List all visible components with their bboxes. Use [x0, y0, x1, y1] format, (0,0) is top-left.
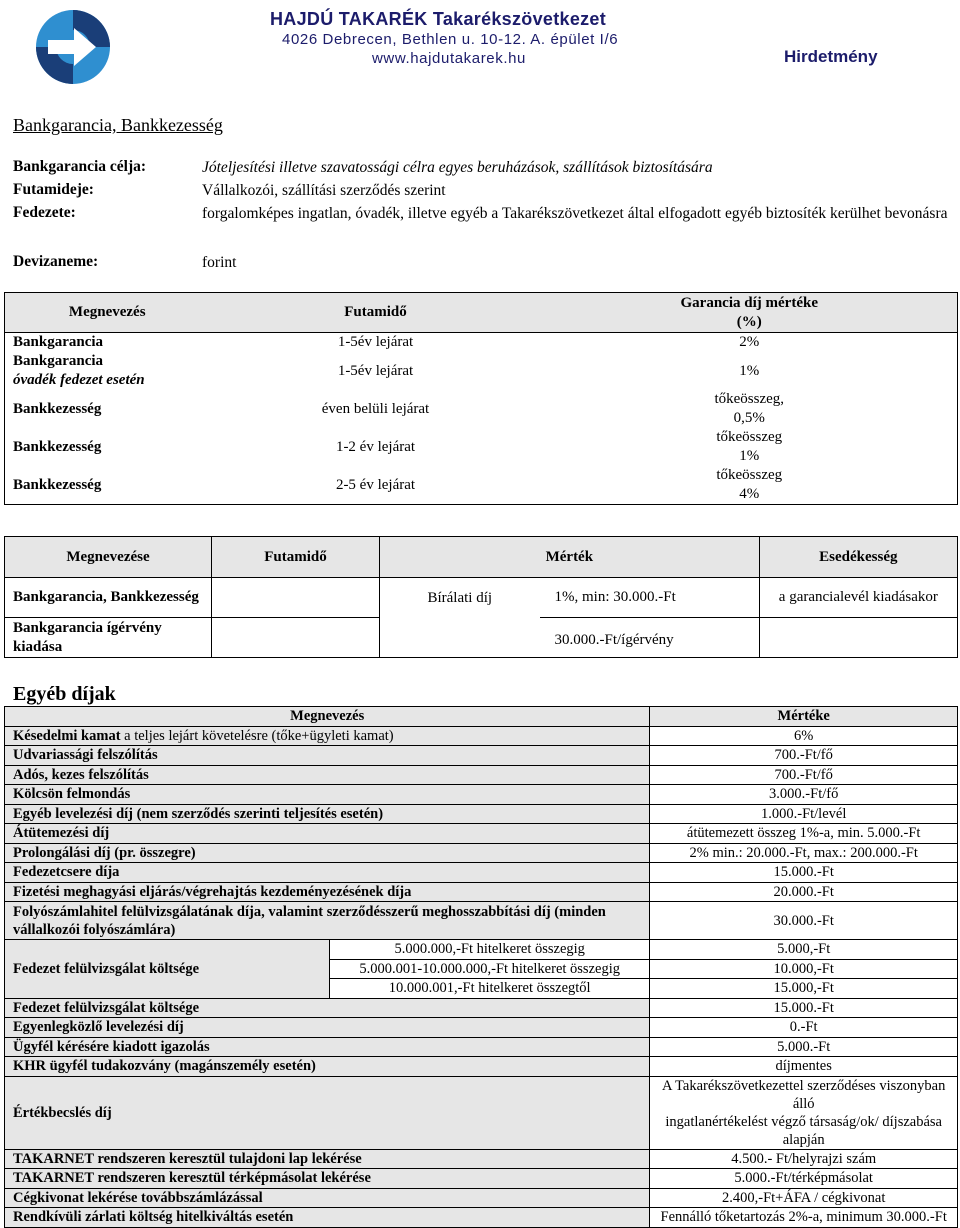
row-fee-rate: 1%	[739, 448, 760, 464]
definition-value: forgalomképes ingatlan, óvadék, illetve egyéb a Takarékszövetkezet által elfogadott egyéb biztosíték kerülhet bevonásra	[202, 205, 948, 222]
row-fee	[542, 428, 958, 466]
row-name: Bankkezesség	[13, 476, 102, 493]
column-header-fee-unit: (%)	[736, 313, 762, 330]
table-row	[5, 1057, 958, 1077]
table-header-row	[5, 707, 958, 727]
row-rate: átütemezett összeg 1%-a, min. 5.000.-Ft	[650, 824, 958, 844]
row-name: Rendkívüli zárlati költség hitelkiváltás esetén	[5, 1208, 650, 1228]
table-row	[5, 428, 958, 466]
table-row	[5, 352, 958, 390]
row-name: Egyenlegközlő levelezési díj	[5, 1018, 650, 1038]
table-row	[5, 1188, 958, 1208]
row-term	[212, 618, 380, 658]
table-row	[5, 785, 958, 805]
row-term	[212, 578, 380, 618]
row-rate: 700.-Ft/fő	[650, 765, 958, 785]
row-name: Kölcsön felmondás	[5, 785, 650, 805]
column-header-due: Esedékesség	[759, 537, 957, 578]
row-name: Prolongálási díj (pr. összegre)	[5, 843, 650, 863]
definition-label: Bankgarancia célja:	[13, 158, 147, 175]
row-fee-basis: tőkeösszeg,	[714, 391, 785, 407]
company-logo	[34, 8, 112, 86]
row-fee-rate: 4%	[739, 486, 760, 502]
row-term: éven belüli lejárat	[321, 400, 430, 417]
row-name: Fizetési meghagyási eljárás/végrehajtás kezdeményezésének díja	[5, 882, 650, 902]
logo-graphic	[34, 8, 112, 86]
row-term: 1-2 év lejárat	[335, 438, 416, 455]
row-rate: 0.-Ft	[650, 1018, 958, 1038]
row-rate: 4.500.- Ft/helyrajzi szám	[650, 1149, 958, 1169]
row-fee: 2%	[739, 334, 760, 350]
row-name: Bankgarancia, Bankkezesség	[5, 578, 212, 618]
table-header-row	[5, 293, 958, 333]
table-row	[5, 765, 958, 785]
table-row	[5, 843, 958, 863]
row-rate: díjmentes	[650, 1057, 958, 1077]
row-name	[5, 726, 650, 746]
row-rate: 1%, min: 30.000.-Ft	[540, 578, 760, 618]
definition-label: Devizaneme:	[13, 253, 99, 270]
table-row	[5, 902, 958, 940]
row-term: 1-5év lejárat	[337, 362, 414, 379]
row-rate: Fennálló tőketartozás 2%-a, minimum 30.000.-Ft	[650, 1208, 958, 1228]
row-name: Bankgarancia	[13, 334, 104, 350]
row-name: KHR ügyfél tudakozvány (magánszemély esetén)	[5, 1057, 650, 1077]
tier-fee: 5.000,-Ft	[650, 940, 958, 960]
row-rate: 6%	[650, 726, 958, 746]
definition-label: Futamideje:	[13, 181, 94, 198]
row-fee	[542, 390, 958, 428]
table-row	[5, 998, 958, 1018]
column-header-name: Megnevezés	[5, 707, 650, 727]
row-fee-basis: tőkeösszeg	[716, 429, 783, 445]
row-term: 1-5év lejárat	[337, 334, 414, 350]
section-title: Bankgarancia, Bankkezesség	[13, 115, 223, 135]
table-row	[5, 804, 958, 824]
row-name: Egyéb levelezési díj (nem szerződés szerinti teljesítés esetén)	[5, 804, 650, 824]
notice-label: Hirdetmény	[784, 47, 878, 66]
row-rate: 20.000.-Ft	[650, 882, 958, 902]
definition-value: Vállalkozói, szállítási szerződés szerint	[202, 182, 446, 199]
row-name: TAKARNET rendszeren keresztül térképmásolat lekérése	[5, 1169, 650, 1189]
row-fee: 1%	[739, 362, 760, 379]
row-name-main: Késedelmi kamat	[13, 727, 121, 744]
row-name: Folyószámlahitel felülvizsgálatának díja, valamint szerződésszerű meghosszabbítási díj (minden vállalkozói folyószámlára)	[5, 902, 650, 940]
row-due: a garancialevél kiadásakor	[759, 578, 957, 618]
row-name: Átütemezési díj	[5, 824, 650, 844]
tier-range: 10.000.001,-Ft hitelkeret összegtől	[330, 979, 650, 999]
definition-label: Fedezete:	[13, 204, 76, 221]
row-rate-line: A Takarékszövetkezettel szerződéses viszonyban álló	[662, 1077, 946, 1112]
definition-value: Jóteljesítési illetve szavatossági célra egyes beruházások, szállítások biztosítására	[202, 159, 713, 176]
column-header-term: Futamidő	[210, 293, 542, 333]
row-name-sub: óvadék fedezet esetén	[13, 372, 145, 388]
row-name	[5, 352, 210, 390]
column-header-term: Futamidő	[212, 537, 380, 578]
row-fee-type: Bírálati díj	[380, 578, 540, 658]
other-fees-table	[4, 706, 958, 1228]
table-row	[5, 746, 958, 766]
row-name: TAKARNET rendszeren keresztül tulajdoni lap lekérése	[5, 1149, 650, 1169]
row-rate: 1.000.-Ft/levél	[650, 804, 958, 824]
row-rate: 700.-Ft/fő	[650, 746, 958, 766]
row-rate: 3.000.-Ft/fő	[650, 785, 958, 805]
row-rate: 30.000.-Ft	[650, 902, 958, 940]
table-row	[5, 333, 958, 353]
review-fee-table	[4, 536, 958, 658]
row-name-main: Bankgarancia	[13, 353, 104, 369]
row-fee	[542, 466, 958, 505]
column-header-fee	[542, 293, 958, 333]
row-due	[759, 618, 957, 658]
tier-fee: 10.000,-Ft	[650, 959, 958, 979]
table-row	[5, 466, 958, 505]
table-row	[5, 1018, 958, 1038]
table-row	[5, 578, 958, 618]
table-header-row	[5, 537, 958, 578]
tier-fee: 15.000,-Ft	[650, 979, 958, 999]
column-header-rate: Mérték	[380, 537, 760, 578]
guarantee-fee-table	[4, 292, 958, 505]
row-name: Ügyfél kérésére kiadott igazolás	[5, 1037, 650, 1057]
row-fee-rate: 0,5%	[733, 410, 765, 426]
row-name: Adós, kezes felszólítás	[5, 765, 650, 785]
row-rate: 15.000.-Ft	[650, 863, 958, 883]
row-rate	[650, 1076, 958, 1149]
row-rate: 5.000.-Ft	[650, 1037, 958, 1057]
table-row	[5, 390, 958, 428]
row-fee-basis: tőkeösszeg	[716, 467, 783, 483]
row-name: Fedezetcsere díja	[5, 863, 650, 883]
column-header-name: Megnevezés	[5, 293, 210, 333]
row-rate-line: ingatlanértékelést végző társaság/ok/ díjszabása alapján	[665, 1113, 942, 1148]
row-name: Udvariassági felszólítás	[5, 746, 650, 766]
definition-value: forint	[202, 254, 237, 271]
row-name: Cégkivonat lekérése továbbszámlázással	[5, 1188, 650, 1208]
row-rate: 15.000.-Ft	[650, 998, 958, 1018]
table-row	[5, 1037, 958, 1057]
row-name-rest: a teljes lejárt követelésre (tőke+ügyleti kamat)	[120, 727, 394, 744]
column-header-rate: Mértéke	[650, 707, 958, 727]
row-rate: 30.000.-Ft/ígérvény	[540, 618, 760, 658]
table-row	[5, 726, 958, 746]
table-row	[5, 1076, 958, 1149]
row-name: Bankkezesség	[13, 400, 102, 417]
column-header-name: Megnevezése	[5, 537, 212, 578]
table-row	[5, 882, 958, 902]
table-row	[5, 824, 958, 844]
company-name: HAJDÚ TAKARÉK Takarékszövetkezet	[270, 9, 607, 29]
table-row	[5, 940, 958, 960]
row-term: 2-5 év lejárat	[335, 476, 416, 493]
tier-range: 5.000.000,-Ft hitelkeret összegig	[330, 940, 650, 960]
row-name: Értékbecslés díj	[5, 1076, 650, 1149]
row-rate: 5.000.-Ft/térképmásolat	[650, 1169, 958, 1189]
other-fees-title: Egyéb díjak	[13, 683, 116, 705]
row-rate: 2.400,-Ft+ÁFA / cégkivonat	[650, 1188, 958, 1208]
row-name: Fedezet felülvizsgálat költsége	[5, 998, 650, 1018]
tier-range: 5.000.001-10.000.000,-Ft hitelkeret összegig	[330, 959, 650, 979]
column-header-fee-label: Garancia díj mértéke	[680, 294, 818, 311]
company-address: 4026 Debrecen, Bethlen u. 10-12. A. épület I/6	[282, 31, 619, 48]
company-website-link[interactable]: www.hajdutakarek.hu	[372, 50, 526, 67]
row-rate: 2% min.: 20.000.-Ft, max.: 200.000.-Ft	[650, 843, 958, 863]
row-name: Fedezet felülvizsgálat költsége	[5, 940, 330, 999]
table-row	[5, 1149, 958, 1169]
row-name: Bankgarancia ígérvény kiadása	[5, 618, 212, 658]
table-row	[5, 863, 958, 883]
row-name: Bankkezesség	[13, 438, 102, 455]
table-row	[5, 1169, 958, 1189]
table-row	[5, 1208, 958, 1228]
